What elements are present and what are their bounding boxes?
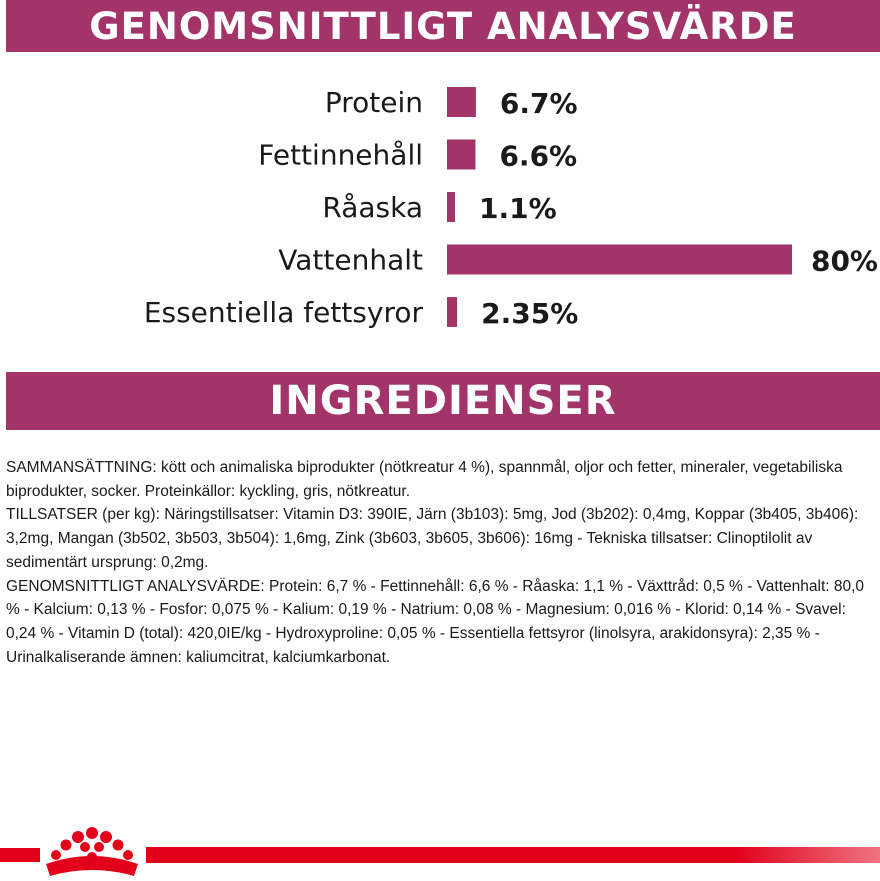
ingredients-title: INGREDIENSER: [269, 378, 617, 424]
category-label: Protein: [324, 86, 423, 119]
ingredients-banner: [6, 372, 880, 430]
analysis-paragraph: GENOMSNITTLIGT ANALYSVÄRDE: Protein: 6,7 % - Fettinnehåll: 6,6 % - Råaska: 1,1 % - Växttråd: 0,5 % - Vattenhalt: 80,0 % - Kalcium: 0,13 % - Fosfor: 0,075 % - Kalium: 0,19 % - Natrium: 0,08 % - Magnesium: 0,016 % - Klorid: 0,14 % - Svavel: 0,24 % - Vitamin D (total): 420,0IE/kg - Hydroxyproline: 0,05 % - Essentiella fettsyror (linolsyra, arakidonsyra): 2,35 % - Urinalkaliserande ämnen: kaliumcitrat, kalciumkarbonat.: [6, 577, 865, 666]
value-label: 1.1%: [479, 192, 557, 225]
value-label: 6.6%: [499, 139, 578, 173]
additives-paragraph: TILLSATSER (per kg): Näringstillsatser: Vitamin D3: 390IE, Järn (3b103): 5mg, Jod (3b202): 0,4mg, Koppar (3b405, 3b406): 3,2mg, Mangan (3b502, 3b503, 3b504): 1,6mg, Zink (3b603, 3b605, 3b606): 16mg - Tekniska tillsatser: Clinoptilolit av sedimentärt ursprung: 0,2mg.: [6, 506, 859, 571]
analysis-banner: [6, 0, 880, 52]
category-label: Vattenhalt: [278, 243, 423, 277]
category-label: Råaska: [322, 191, 423, 224]
value-label: 80%: [810, 244, 878, 278]
royal-canin-crown-icon: [42, 826, 142, 878]
footer-stripe-left: [0, 848, 40, 862]
value-bar: [447, 297, 457, 327]
analysis-title: GENOMSNITTLIGT ANALYSVÄRDE: [89, 4, 797, 48]
analysis-bar-chart: [0, 60, 880, 360]
value-label: 6.7%: [499, 87, 578, 120]
category-label: Fettinnehåll: [258, 138, 423, 172]
composition-paragraph: SAMMANSÄTTNING: kött och animaliska biprodukter (nötkreatur 4 %), spannmål, oljor och fetter, mineraler, vegetabiliska biprodukter, socker. Proteinkällor: kyckling, gris, nötkreatur.: [6, 459, 843, 500]
category-label: Essentiella fettsyror: [143, 296, 423, 329]
ingredients-text: [6, 456, 878, 669]
value-bar: [447, 140, 475, 170]
value-bar: [447, 87, 476, 117]
value-label: 2.35%: [481, 297, 579, 330]
value-bar: [447, 192, 455, 222]
footer-stripe: [146, 847, 880, 863]
value-bar: [447, 245, 792, 275]
